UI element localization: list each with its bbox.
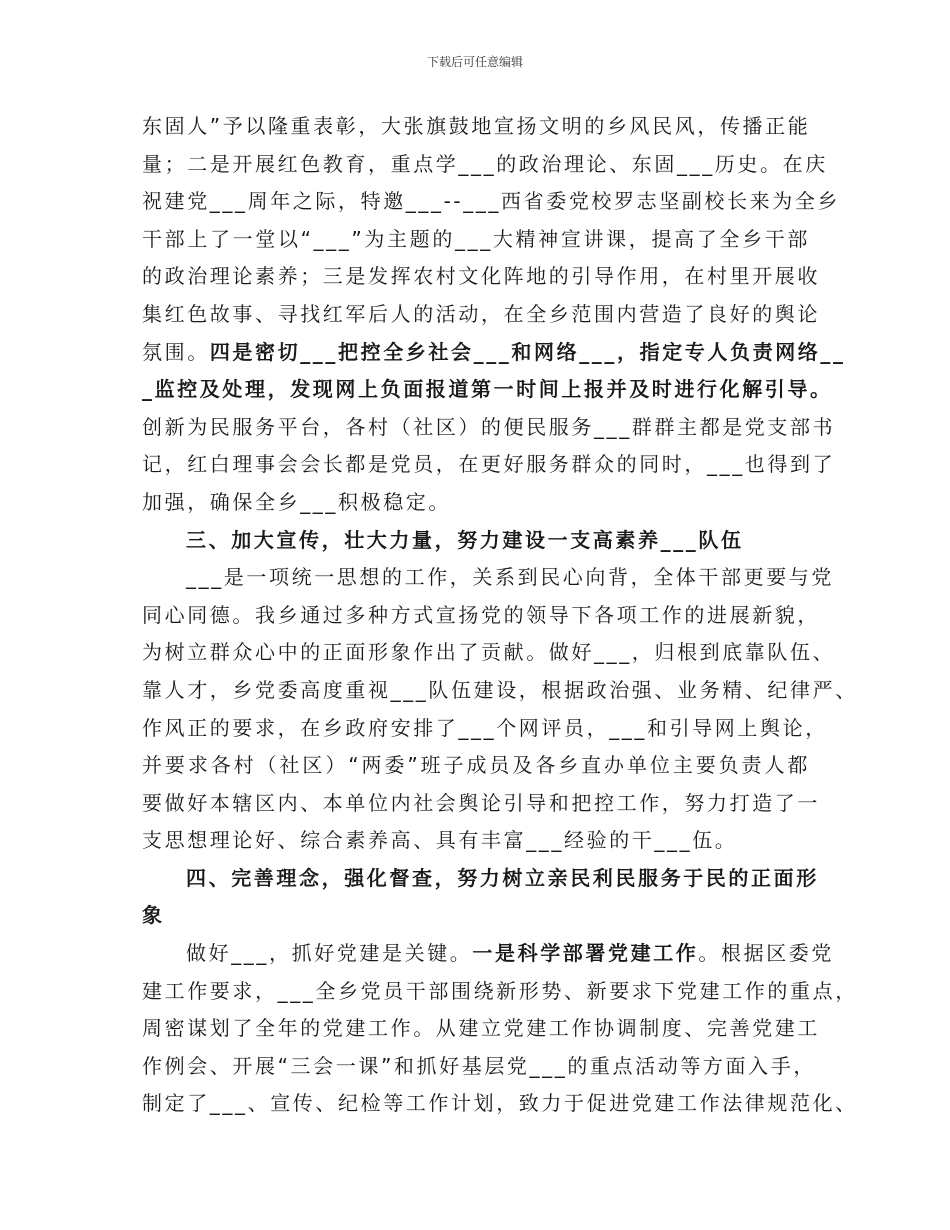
paragraph [142, 108, 846, 522]
text-line [142, 183, 841, 221]
text-line [142, 446, 836, 484]
text-line [142, 409, 836, 447]
text-run: 加强，确保全乡___积极稳定。 [142, 489, 451, 514]
text-run: 祝建党___周年之际，特邀___--___西省委党校罗志坚副校长来为全乡 [142, 189, 841, 214]
text-line [142, 672, 858, 710]
text-line [142, 1048, 816, 1086]
bold-text: 四、完善理念，强化督查，努力树立亲民利民服务于民的正面形 [186, 865, 819, 890]
text-run: ___是一项统一思想的工作，关系到民心向背，全体干部更要与党 [186, 565, 834, 590]
text-run: 量；二是开展红色教育，重点学___的政治理论、东固___历史。在庆 [142, 151, 828, 176]
text-run: 的政治理论素养；三是发挥农村文化阵地的引导作用，在村里开展收 [142, 264, 820, 289]
text-run: 。根据区委党 [698, 941, 835, 966]
text-line [142, 973, 858, 1011]
text-run: 记，红白理事会会长都是党员，在更好服务群众的同时，___也得到了 [142, 452, 836, 477]
paragraph [142, 935, 858, 1123]
text-line [142, 747, 810, 785]
text-run: 并要求各村（社区）“两委”班子成员及各乡直办单位主要负责人都 [142, 753, 810, 778]
bold-text: _监控及处理，发现网上负面报道第一时间上报并及时进行化解引导。 [142, 377, 833, 402]
text-line [142, 822, 810, 860]
text-run: 要做好本辖区内、本单位内社会舆论引导和把控工作，努力打造了一 [142, 790, 820, 815]
text-line [142, 484, 810, 522]
text-run: 干部上了一堂以“___”为主题的___大精神宣讲课，提高了全乡干部 [142, 226, 810, 251]
text-run: 建工作要求，___全乡党员干部围绕新形势、新要求下党建工作的重点， [142, 978, 858, 1003]
text-run: 做好___，抓好党建是关键。 [186, 941, 473, 966]
text-line [142, 108, 810, 146]
text-line [142, 559, 834, 597]
bold-text: 象 [142, 903, 165, 928]
text-line [142, 258, 820, 296]
page-header: 下载后可任意编辑 [426, 55, 523, 69]
text-run: 为树立群众心中的正面形象作出了贡献。做好___，归根到底靠队伍、 [142, 640, 836, 665]
text-run: 东固人”予以隆重表彰，大张旗鼓地宣扬文明的乡风民风，传播正能 [142, 114, 811, 138]
text-run: 氛围。 [142, 339, 210, 364]
bold-text: 一是科学部署党建工作 [472, 941, 699, 966]
text-line [142, 1010, 820, 1048]
text-line [142, 710, 828, 748]
section-heading [142, 860, 819, 935]
text-run: 同心同德。我乡通过多种方式宣扬党的领导下各项工作的进展新貌， [142, 602, 820, 627]
text-line [142, 860, 819, 898]
text-line [142, 334, 846, 372]
text-line [142, 221, 810, 259]
text-line [142, 522, 810, 560]
paragraph [142, 559, 858, 860]
text-run: 创新为民服务平台，各村（社区）的便民服务___群群主都是党支部书 [142, 414, 836, 439]
bold-text: 四是密切___把控全乡社会___和网络___，指定专人负责网络__ [209, 339, 846, 364]
text-run: 周密谋划了全年的党建工作。从建立党建工作协调制度、完善党建工 [142, 1016, 820, 1041]
text-line [142, 371, 833, 409]
text-line [142, 1085, 858, 1123]
text-line [142, 634, 836, 672]
text-line [142, 785, 820, 823]
text-line [142, 296, 820, 334]
text-line [142, 597, 820, 635]
document-body [142, 108, 858, 1123]
text-run: 集红色故事、寻找红军后人的活动，在全乡范围内营造了良好的舆论 [142, 301, 820, 326]
text-run: 作例会、开展“三会一课”和抓好基层党___的重点活动等方面入手， [142, 1053, 816, 1078]
text-run: 支思想理论好、综合素养高、具有丰富___经验的干___伍。 [142, 828, 738, 853]
text-line [142, 897, 810, 935]
text-run: 制定了___、宣传、纪检等工作计划，致力于促进党建工作法律规范化、 [142, 1091, 858, 1116]
text-line [142, 146, 828, 184]
text-line [142, 935, 835, 973]
text-run: 靠人才，乡党委高度重视___队伍建设，根据政治强、业务精、纪律严、 [142, 677, 858, 702]
bold-text: 三、加大宣传，壮大力量，努力建设一支高素养___队伍 [186, 527, 744, 552]
section-heading [142, 522, 810, 560]
text-run: 作风正的要求，在乡政府安排了___个网评员，___和引导网上舆论， [142, 715, 828, 740]
